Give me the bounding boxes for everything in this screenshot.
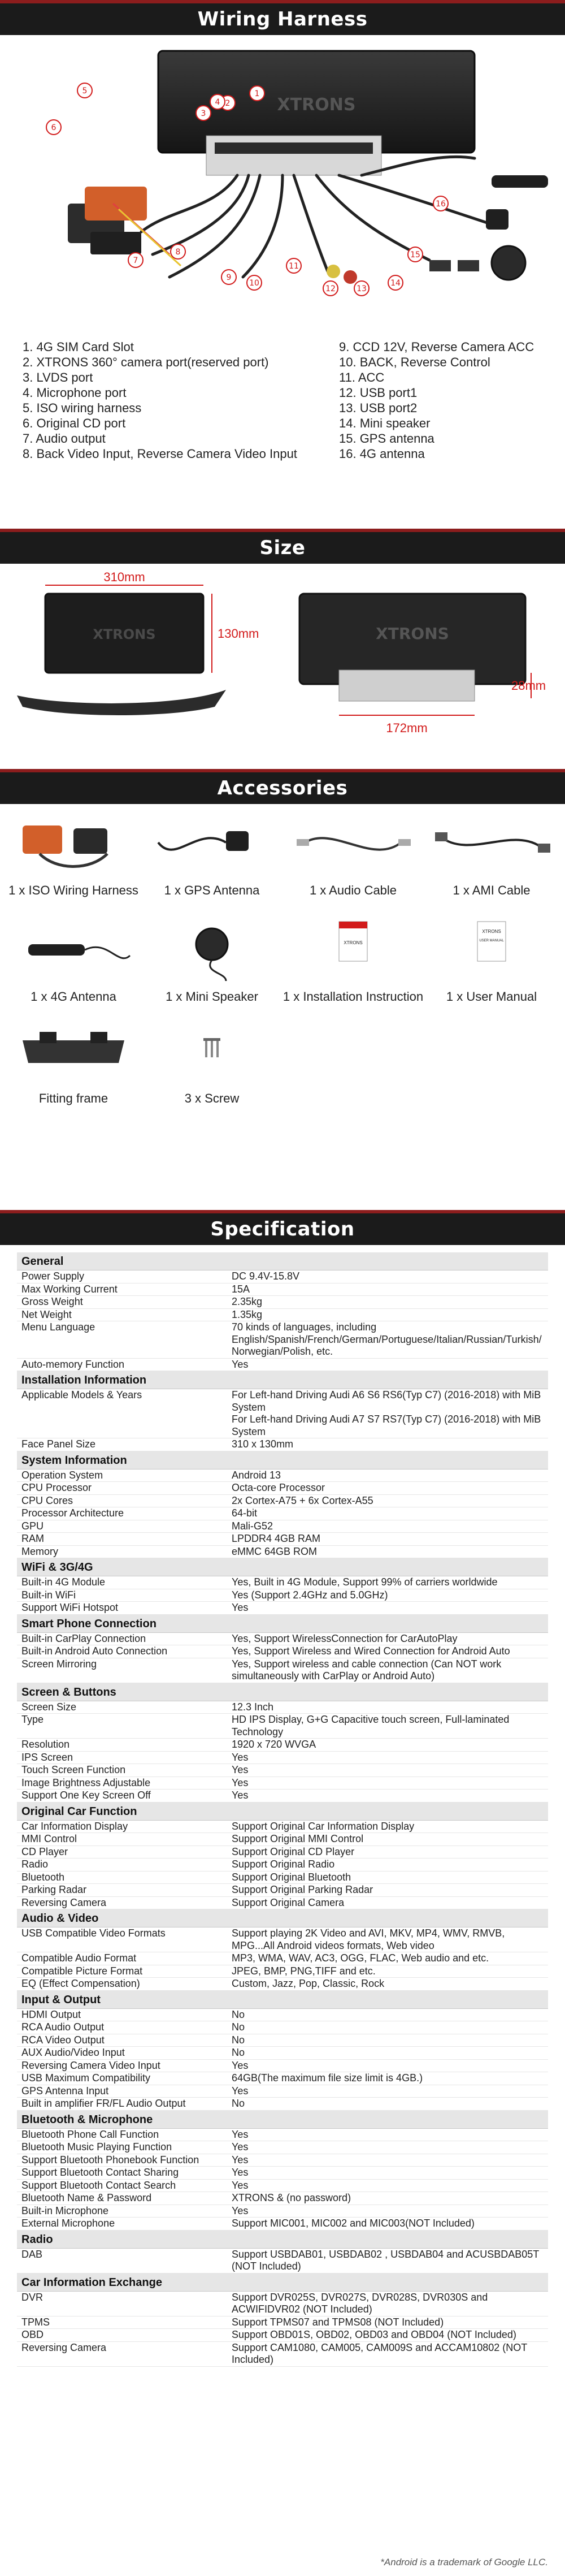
spec-value: Yes [232,2085,249,2097]
spec-row [17,2009,548,2022]
callout-number: 12 [325,284,336,293]
spec-key: Built-in WiFi [21,1589,76,1601]
wiring-list-item: 7. Audio output [23,431,106,446]
spec-key: USB Maximum Compatibility [21,2072,151,2084]
wiring-list-item: 11. ACC [339,370,385,384]
spec-value: MP3, WMA, WAV, AC3, OGG, FLAC, Web audio and etc. [232,1952,489,1964]
callout-number: 16 [436,200,446,209]
accessory-label: 1 x ISO Wiring Harness [8,883,138,897]
spec-row [17,1764,548,1777]
spec-key: Touch Screen Function [21,1764,126,1775]
accessory-4g-antenna [6,916,141,1012]
wiring-list-item: 16. 4G antenna [339,447,425,461]
spec-section-title: WiFi & 3G/4G [17,1558,548,1576]
speaker-icon [141,916,282,984]
spec-value: Yes, Support wireless and cable connection (Can NOT work simultaneously with CarPlay or Android Auto) [232,1658,502,1682]
spec-value: Yes (Support 2.4GHz and 5.0GHz) [232,1589,388,1601]
spec-value: Octa-core Processor [232,1482,325,1493]
spec-section-title: Smart Phone Connection [17,1615,548,1633]
accessory-label: 1 x Mini Speaker [166,989,258,1004]
spec-key: Operation System [21,1469,103,1481]
spec-value: 310 x 130mm [232,1438,294,1450]
spec-value: Support USBDAB01, USBDAB02 , USBDAB04 and ACUSBDAB05T (NOT Included) [232,2248,539,2272]
spec-key: Support Bluetooth Contact Sharing [21,2167,179,2178]
spec-value: Support Original CD Player [232,1845,355,1857]
spec-key: RCA Audio Output [21,2021,105,2033]
spec-key: Support Bluetooth Contact Search [21,2179,176,2191]
spec-key: CPU Processor [21,1482,92,1493]
spec-key: Built-in Microphone [21,2205,109,2216]
wiring-port-list [23,339,554,509]
spec-key: RAM [21,1533,44,1544]
callout-15 [408,247,423,262]
spec-key: Built-in 4G Module [21,1576,106,1588]
section-title-spec: Specification [210,1218,355,1241]
spec-key: Compatible Audio Format [21,1952,137,1964]
spec-value: Yes [232,1358,249,1370]
spec-value: eMMC 64GB ROM [232,1545,318,1557]
wiring-list-left [23,339,339,461]
spec-row [17,1927,548,1952]
spec-key: Support Bluetooth Phonebook Function [21,2154,199,2166]
spec-row [17,1309,548,1322]
spec-key: Compatible Picture Format [21,1965,143,1977]
spec-row [17,1589,548,1602]
spec-key: IPS Screen [21,1751,73,1763]
spec-row [17,1389,548,1438]
size-diagram [0,571,565,758]
spec-row [17,1283,548,1296]
accessory-iso-harness [6,814,141,905]
spec-row [17,2047,548,2060]
spec-row [17,1872,548,1885]
wiring-list-item: 12. USB port1 [339,386,418,400]
spec-key: Processor Architecture [21,1507,124,1519]
accessory-ami-cable [424,814,559,905]
spec-row [17,1645,548,1658]
spec-key: Bluetooth [21,1871,65,1883]
callout-4 [210,94,225,109]
spec-key: Radio [21,1858,49,1870]
spec-key: AUX Audio/Video Input [21,2047,125,2058]
spec-key: RCA Video Output [21,2034,105,2046]
callout-number: 7 [133,256,138,265]
callout-number: 9 [226,273,232,282]
spec-key: Reversing Camera [21,2341,107,2353]
spec-row [17,1714,548,1739]
spec-row [17,1752,548,1765]
spec-value: Yes, Built in 4G Module, Support 99% of carriers worldwide [232,1576,498,1588]
wiring-harness-diagram [0,40,565,322]
spec-row [17,2292,548,2316]
spec-section-title: Installation Information [17,1371,548,1389]
spec-row [17,1546,548,1559]
callout-11 [286,258,301,273]
wiring-list-item: 10. BACK, Reverse Control [339,355,490,369]
spec-value: Support CAM1080, CAM005, CAM009S and ACCAM10802 (NOT Included) [232,2341,527,2365]
spec-value: No [232,2021,245,2033]
callout-6 [46,120,61,135]
spec-row [17,2192,548,2205]
spec-value: 1.35kg [232,1308,263,1320]
spec-key: TPMS [21,2316,50,2328]
spec-table [17,1252,548,2367]
height-dimension: 130mm [218,626,259,641]
spec-value: No [232,2047,245,2058]
accessory-screws [141,1018,282,1114]
spec-row [17,2180,548,2193]
spec-value: LPDDR4 4GB RAM [232,1533,321,1544]
spec-row [17,1507,548,1520]
spec-row [17,1469,548,1483]
spec-row [17,1790,548,1803]
spec-key: Gross Weight [21,1296,83,1307]
spec-row [17,1897,548,1910]
callout-number: 15 [410,250,420,260]
spec-key: Car Information Display [21,1820,128,1832]
spec-key: Bluetooth Music Playing Function [21,2141,172,2153]
spec-row [17,2085,548,2098]
spec-row [17,2316,548,2329]
spec-value: Support DVR025S, DVR027S, DVR028S, DVR030S and ACWIFIDVR02 (NOT Included) [232,2291,488,2315]
callout-number: 4 [215,98,220,107]
spec-section-title: Radio [17,2231,548,2249]
accessory-installation-instruction [282,916,424,1012]
spec-key: Reversing Camera Video Input [21,2059,160,2071]
spec-row [17,1821,548,1834]
spec-value: HD IPS Display, G+G Capacitive touch screen, Full-laminated Technology [232,1714,510,1737]
spec-key: GPS Antenna Input [21,2085,109,2097]
4g-antenna-icon [6,916,141,984]
spec-value: For Left-hand Driving Audi A6 S6 RS6(Typ C7) (2016-2018) with MiB System For Left-hand Driving Audi A7 S7 RS7(Typ C7) (2016-2018) with MiB System [232,1389,541,1437]
spec-row [17,1858,548,1872]
spec-value: Support Original Bluetooth [232,1871,351,1883]
section-banner-size [0,529,565,564]
spec-row [17,1576,548,1589]
callout-5 [77,83,92,98]
spec-value: Yes, Support WirelessConnection for CarAutoPlay [232,1632,458,1644]
spec-key: Image Brightness Adjustable [21,1777,151,1788]
spec-value: Custom, Jazz, Pop, Classic, Rock [232,1978,385,1989]
spec-row [17,1533,548,1546]
accessory-label: 1 x Audio Cable [309,883,397,897]
section-banner-spec [0,1210,565,1245]
spec-value: Yes [232,2167,249,2178]
gps-antenna-icon [141,814,282,876]
accessory-label: 1 x Installation Instruction [282,989,424,1004]
spec-section-title: Bluetooth & Microphone [17,2111,548,2129]
wiring-list-item: 1. 4G SIM Card Slot [23,340,134,354]
spec-value: 2x Cortex-A75 + 6x Cortex-A55 [232,1494,373,1506]
callout-14 [388,275,403,290]
spec-key: CD Player [21,1845,68,1857]
spec-value: Yes [232,2154,249,2166]
callout-number: 5 [82,87,88,96]
spec-value: Support Original Camera [232,1896,345,1908]
spec-value: Support Original Car Information Display [232,1820,415,1832]
spec-value: Yes [232,1751,249,1763]
spec-row [17,2249,548,2274]
callout-number: 2 [225,99,231,108]
spec-value: Yes [232,1790,249,1801]
brand-watermark: XTRONS [277,95,356,115]
spec-value: Support MIC001, MIC002 and MIC003(NOT Included) [232,2218,475,2229]
wiring-list-item: 4. Microphone port [23,386,127,400]
spec-key: Support One Key Screen Off [21,1790,151,1801]
spec-key: Type [21,1714,44,1725]
screw-icon [141,1018,282,1086]
user-manual-icon [424,916,559,984]
wiring-list-item: 8. Back Video Input, Reverse Camera Video Input [23,447,297,461]
accessory-user-manual [424,916,559,1012]
callout-13 [354,281,369,296]
front-brand-mark: XTRONS [93,626,156,642]
accessory-label: Fitting frame [38,1091,108,1105]
spec-key: Screen Size [21,1701,77,1713]
iso-harness-icon [6,814,141,876]
booklet-brand-mark: XTRONS [344,940,363,945]
spec-value: 64-bit [232,1507,258,1519]
spec-value: No [232,2008,245,2020]
spec-key: Bluetooth Phone Call Function [21,2128,159,2140]
spec-key: Reversing Camera [21,1896,107,1908]
callout-16 [433,196,448,211]
spec-value: Yes [232,1777,249,1788]
callout-number: 3 [201,109,206,118]
spec-section-title: Audio & Video [17,1909,548,1927]
spec-key: Resolution [21,1739,70,1750]
spec-key: OBD [21,2329,44,2340]
spec-row [17,2329,548,2342]
spec-key: Built-in CarPlay Connection [21,1632,146,1644]
section-title-wiring: Wiring Harness [197,8,368,31]
spec-key: Face Panel Size [21,1438,96,1450]
spec-value: 12.3 Inch [232,1701,274,1713]
fitting-frame-icon [6,1018,141,1086]
spec-key: Applicable Models & Years [21,1389,142,1401]
spec-section-title: System Information [17,1451,548,1469]
spec-row [17,1739,548,1752]
spec-row [17,1833,548,1846]
spec-key: Auto-memory Function [21,1358,125,1370]
callout-number: 6 [51,123,56,132]
spec-section-title: Original Car Function [17,1803,548,1821]
wiring-list-item: 9. CCD 12V, Reverse Camera ACC [339,340,534,354]
spec-section-title: Input & Output [17,1991,548,2009]
spec-key: Net Weight [21,1308,72,1320]
spec-row [17,2154,548,2167]
spec-row [17,1296,548,1309]
spec-row [17,1701,548,1714]
spec-value: Yes [232,2179,249,2191]
wiring-list-item: 15. GPS antenna [339,431,434,446]
callout-7 [128,253,143,267]
callout-number: 1 [254,89,260,98]
spec-key: MMI Control [21,1833,77,1844]
spec-value: Yes [232,1602,249,1613]
accessory-label: 1 x 4G Antenna [31,989,116,1004]
spec-key: DAB [21,2248,43,2260]
spec-row [17,2218,548,2231]
spec-value: No [232,2034,245,2046]
callout-9 [221,270,236,284]
spec-section-title: Car Information Exchange [17,2274,548,2292]
spec-row [17,1777,548,1790]
spec-key: Bluetooth Name & Password [21,2192,152,2203]
callout-number: 13 [357,284,367,293]
spec-value: Android 13 [232,1469,281,1481]
spec-value: Yes [232,2205,249,2216]
wiring-list-item: 3. LVDS port [23,370,93,384]
spec-value: Support OBD01S, OBD02, OBD03 and OBD04 (NOT Included) [232,2329,516,2340]
section-banner-accessories [0,769,565,804]
callout-number: 8 [175,248,181,257]
spec-section-title: Screen & Buttons [17,1683,548,1701]
spec-key: Built-in Android Auto Connection [21,1645,168,1657]
wiring-list-item: 14. Mini speaker [339,416,431,430]
spec-key: HDMI Output [21,2008,81,2020]
accessory-audio-cable [282,814,424,905]
spec-row [17,2167,548,2180]
spec-row [17,1884,548,1897]
spec-key: DVR [21,2291,44,2303]
width-dimension: 310mm [103,571,145,584]
spec-key: Max Working Current [21,1283,118,1295]
spec-key: Support WiFi Hotspot [21,1602,119,1613]
spec-row [17,1359,548,1372]
callout-3 [196,106,211,120]
spec-row [17,1438,548,1451]
spec-row [17,2060,548,2073]
manual-title-text: USER MANUAL [479,939,504,943]
spec-value: Yes [232,2128,249,2140]
section-title-size: Size [259,537,306,559]
spec-row [17,2072,548,2085]
callout-8 [171,244,185,259]
spec-value: 1920 x 720 WVGA [232,1739,316,1750]
ami-cable-icon [424,814,559,876]
spec-value: 64GB(The maximum file size limit is 4GB.) [232,2072,423,2084]
spec-key: Built in amplifier FR/FL Audio Output [21,2098,186,2109]
wiring-list-right [339,339,554,461]
callout-1 [250,86,264,101]
callout-12 [323,281,338,296]
accessory-label: 3 x Screw [184,1091,240,1105]
spec-value: Yes [232,2141,249,2153]
spec-row [17,2021,548,2034]
spec-row [17,1602,548,1615]
wiring-list-item: 6. Original CD port [23,416,126,430]
spec-value: Mali-G52 [232,1520,273,1532]
spec-key: Screen Mirroring [21,1658,97,1670]
spec-value: 2.35kg [232,1296,263,1307]
spec-row [17,1965,548,1978]
accessory-gps-antenna [141,814,282,905]
audio-cable-icon [282,814,424,876]
spec-row [17,1482,548,1495]
spec-row [17,1495,548,1508]
manual-brand-mark: XTRONS [482,929,501,934]
spec-value: No [232,2098,245,2109]
spec-key: Menu Language [21,1321,95,1333]
spec-key: GPU [21,1520,44,1532]
spec-row [17,2098,548,2111]
spec-row [17,1520,548,1533]
spec-value: Yes, Support Wireless and Wired Connection for Android Auto [232,1645,510,1657]
section-title-accessories: Accessories [217,777,348,799]
spec-row [17,1952,548,1965]
depth-dimension: 28mm [511,678,546,693]
spec-key: External Microphone [21,2218,115,2229]
callout-number: 14 [390,279,401,288]
spec-row [17,1633,548,1646]
accessory-label: 1 x AMI Cable [453,883,531,897]
spec-value: Support Original Parking Radar [232,1884,373,1895]
spec-row [17,1846,548,1859]
spec-value: XTRONS & (no password) [232,2192,351,2203]
spec-section-title: General [17,1252,548,1270]
spec-row [17,2034,548,2047]
spec-value: Support playing 2K Video and AVI, MKV, MP4, WMV, RMVB, MPG...All Android videos formats, Web video [232,1927,505,1951]
callout-number: 10 [249,279,259,288]
accessory-label: 1 x GPS Antenna [164,883,260,897]
spec-value: DC 9.4V-15.8V [232,1270,300,1282]
spec-value: Support Original MMI Control [232,1833,364,1844]
wiring-list-item: 2. XTRONS 360° camera port(reserved port) [23,355,269,369]
spec-value: Yes [232,2059,249,2071]
spec-row [17,1658,548,1683]
spec-key: Power Supply [21,1270,85,1282]
spec-row [17,1270,548,1283]
accessory-label: 1 x User Manual [446,989,537,1004]
spec-value: Support Original Radio [232,1858,335,1870]
spec-key: CPU Cores [21,1494,73,1506]
bracket-dimension: 172mm [386,721,428,735]
spec-row [17,1321,548,1359]
spec-value: 15A [232,1283,250,1295]
accessory-mini-speaker [141,916,282,1012]
spec-key: EQ (Effect Compensation) [21,1978,140,1989]
spec-value: Yes [232,1764,249,1775]
spec-row [17,1978,548,1991]
spec-value: 70 kinds of languages, including English/Spanish/French/German/Portuguese/Italian/Russian/Turkish/ Norwegian/Polish, etc. [232,1321,542,1357]
spec-row [17,2129,548,2142]
accessory-fitting-frame [6,1018,141,1114]
spec-row [17,2342,548,2367]
spec-key: Memory [21,1545,59,1557]
spec-key: USB Compatible Video Formats [21,1927,166,1939]
back-brand-mark: XTRONS [376,624,449,643]
wiring-list-item: 13. USB port2 [339,401,418,415]
spec-value: Support TPMS07 and TPMS08 (NOT Included) [232,2316,444,2328]
spec-key: Parking Radar [21,1884,87,1895]
section-banner-wiring [0,0,565,35]
callout-number: 11 [289,262,299,271]
spec-value: JPEG, BMP, PNG,TIFF and etc. [232,1965,376,1977]
spec-row [17,2141,548,2154]
spec-row [17,2205,548,2218]
instruction-booklet-icon [282,916,424,984]
wiring-list-item: 5. ISO wiring harness [23,401,142,415]
trademark-footnote: *Android is a trademark of Google LLC. [380,2557,548,2568]
callout-10 [247,275,262,290]
